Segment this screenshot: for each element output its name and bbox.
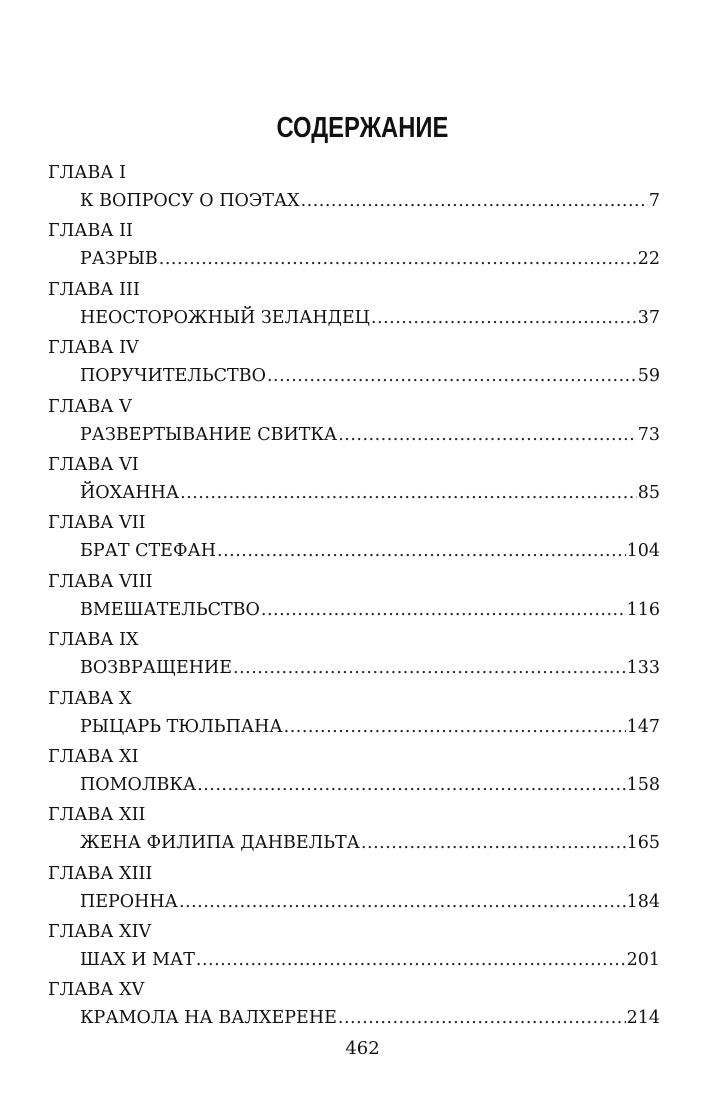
chapter-page-number: 214: [626, 1008, 660, 1029]
chapter-page-number: 73: [637, 424, 660, 445]
toc-entry: [80, 716, 660, 740]
toc-entry: [80, 190, 660, 214]
page-title: СОДЕРЖАНИЕ: [276, 112, 449, 144]
chapter-label: ГЛАВА II: [48, 221, 133, 242]
chapter-page-number: 158: [626, 774, 660, 795]
chapter-page-number: 85: [637, 482, 660, 503]
toc-chapter: [48, 979, 660, 1037]
toc-entry: [80, 540, 660, 564]
chapter-label: ГЛАВА VII: [48, 513, 146, 534]
toc-entry: [80, 307, 660, 331]
chapter-page-number: 133: [626, 658, 660, 679]
toc-chapter: [48, 396, 660, 454]
chapter-label: ГЛАВА VIII: [48, 571, 153, 592]
page-number: 462: [345, 1038, 380, 1059]
dot-leader: [159, 248, 637, 270]
chapter-title: ПЕРОННА: [80, 891, 178, 912]
chapter-label: ГЛАВА XI: [48, 746, 139, 767]
chapter-label: ГЛАВА I: [48, 163, 127, 183]
toc-chapter: [48, 279, 660, 337]
toc-chapter: [48, 863, 660, 921]
dot-leader: [338, 1007, 626, 1029]
chapter-page-number: 184: [626, 891, 660, 912]
dot-leader: [284, 716, 626, 738]
dot-leader: [371, 307, 637, 329]
dot-leader: [267, 365, 637, 387]
chapter-label: ГЛАВА V: [48, 396, 132, 417]
dot-leader: [301, 190, 648, 212]
chapter-label: ГЛАВА XIII: [48, 863, 153, 884]
dot-leader: [261, 599, 626, 621]
toc-entry: [80, 891, 660, 915]
toc-chapter: [48, 220, 660, 278]
toc-chapter: [48, 512, 660, 570]
chapter-title: ВМЕШАТЕЛЬСТВО: [80, 599, 260, 620]
toc-entry: [80, 774, 660, 798]
chapter-label: ГЛАВА III: [48, 279, 140, 300]
toc-chapter: [48, 921, 660, 979]
dot-leader: [338, 424, 637, 446]
toc-chapter: [48, 804, 660, 862]
chapter-label: ГЛАВА IX: [48, 630, 139, 651]
toc-chapter: [48, 746, 660, 804]
chapter-page-number: 37: [637, 307, 660, 328]
chapter-page-number: 59: [637, 366, 660, 387]
chapter-page-number: 22: [637, 249, 660, 270]
dot-leader: [180, 482, 637, 504]
toc-chapter: [48, 629, 660, 687]
chapter-title: ПОМОЛВКА: [80, 774, 197, 795]
chapter-label: ГЛАВА X: [48, 688, 132, 709]
toc-chapter: [48, 688, 660, 746]
chapter-label: ГЛАВА XII: [48, 805, 146, 826]
toc-chapter: [48, 337, 660, 395]
toc-chapter: [48, 571, 660, 629]
chapter-label: ГЛАВА VI: [48, 454, 139, 475]
toc-entry: [80, 1007, 660, 1031]
chapter-title: РАЗВЕРТЫВАНИЕ СВИТКА: [80, 424, 338, 445]
toc-entry: [80, 365, 660, 389]
toc-chapter: [48, 162, 660, 220]
toc-entry: [80, 832, 660, 856]
chapter-label: ГЛАВА XIV: [48, 922, 152, 943]
chapter-title: ЙОХАННА: [80, 482, 180, 503]
dot-leader: [361, 832, 626, 854]
chapter-page-number: 116: [626, 599, 660, 620]
dot-leader: [233, 657, 626, 679]
dot-leader: [197, 774, 625, 796]
chapter-title: ЖЕНА ФИЛИПА ДАНВЕЛЬТА: [80, 833, 360, 854]
toc-chapter: [48, 454, 660, 512]
chapter-page-number: 165: [626, 833, 660, 854]
toc-entry: [80, 657, 660, 681]
chapter-title: ШАХ И МАТ: [80, 950, 195, 971]
chapter-label: ГЛАВА IV: [48, 338, 139, 359]
chapter-title: РАЗРЫВ: [80, 249, 158, 270]
chapter-page-number: 104: [626, 541, 660, 562]
chapter-title: НЕОСТОРОЖНЫЙ ЗЕЛАНДЕЦ: [80, 307, 370, 328]
toc-entry: [80, 949, 660, 973]
dot-leader: [196, 949, 626, 971]
chapter-page-number: 7: [648, 191, 660, 211]
dot-leader: [179, 891, 626, 913]
toc-entry: [80, 599, 660, 623]
chapter-title: БРАТ СТЕФАН: [80, 541, 217, 562]
toc-entry: [80, 482, 660, 506]
chapter-page-number: 147: [626, 716, 660, 737]
toc-entry: [80, 248, 660, 272]
chapter-title: ПОРУЧИТЕЛЬСТВО: [80, 366, 266, 387]
toc-entry: [80, 424, 660, 448]
table-of-contents: [48, 162, 660, 1038]
chapter-title: К ВОПРОСУ О ПОЭТАХ: [80, 191, 300, 211]
chapter-title: РЫЦАРЬ ТЮЛЬПАНА: [80, 716, 283, 737]
chapter-label: ГЛАВА XV: [48, 980, 145, 1001]
chapter-page-number: 201: [626, 950, 660, 971]
chapter-title: КРАМОЛА НА ВАЛХЕРЕНЕ: [80, 1008, 337, 1029]
chapter-title: ВОЗВРАЩЕНИЕ: [80, 658, 233, 679]
dot-leader: [217, 540, 626, 562]
